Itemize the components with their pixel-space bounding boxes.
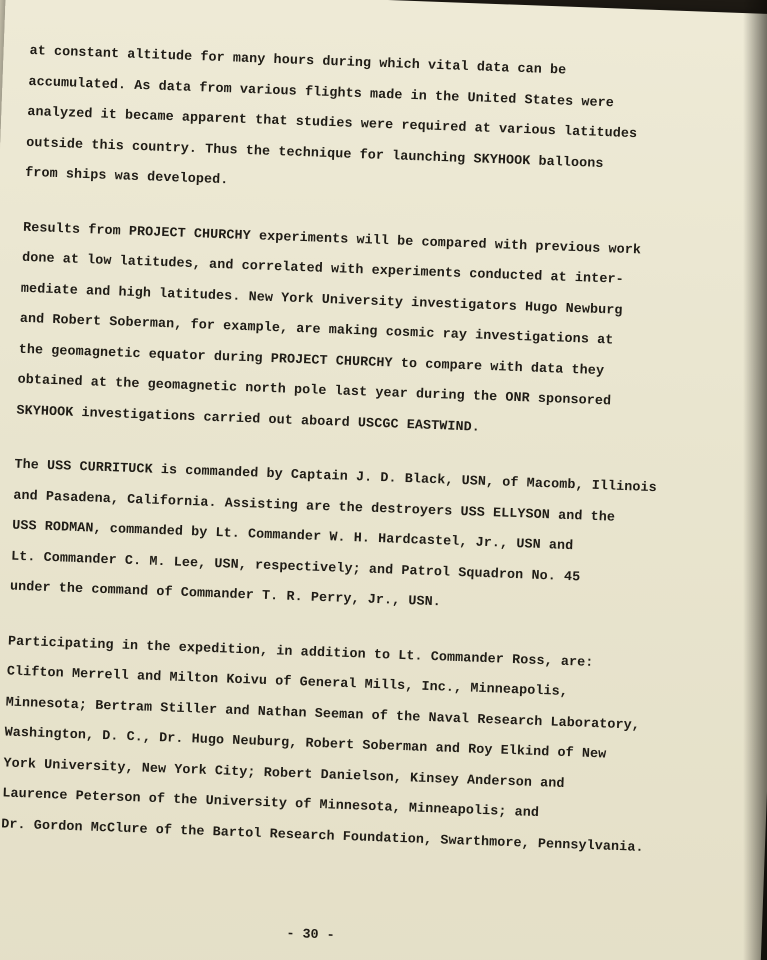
page-body: [0, 37, 730, 890]
text-line: done at low latitudes, and correlated with experiments conducted at inter-: [21, 250, 624, 288]
text-line: outside this country. Thus the technique for launching SKYHOOK balloons: [25, 135, 604, 172]
paragraph-3: [9, 451, 714, 629]
text-line: from ships was developed.: [24, 165, 229, 189]
paragraph-4: [1, 627, 708, 866]
text-line: Clifton Merrell and Milton Koivu of General Mills, Inc., Minneapolis,: [6, 664, 569, 701]
text-line: the geomagnetic equator during PROJECT CHURCHY to compare with data they: [18, 342, 605, 379]
text-line: accumulated. As data from various flights made in the United States were: [28, 74, 615, 111]
text-line: Lt. Commander C. M. Lee, USN, respectively; and Patrol Squadron No. 45: [10, 549, 581, 585]
text-line: Laurence Peterson of the University of Minnesota, Minneapolis; and: [2, 786, 540, 822]
text-line: Participating in the expedition, in addition to Lt. Commander Ross, are:: [7, 634, 594, 671]
text-line: under the command of Commander T. R. Perry, Jr., USN.: [9, 579, 442, 611]
text-line: mediate and high latitudes. New York University investigators Hugo Newburg: [20, 281, 623, 319]
text-line: and Pasadena, California. Assisting are the destroyers USS ELLYSON and the: [13, 488, 616, 526]
page-number: - 30 -: [286, 926, 335, 944]
text-line: Minnesota; Bertram Stiller and Nathan Seeman of the Naval Research Laboratory,: [5, 694, 641, 734]
text-line: York University, New York City; Robert Danielson, Kinsey Anderson and: [3, 755, 565, 792]
text-line: Washington, D. C., Dr. Hugo Neuburg, Robert Soberman and Roy Elkind of New: [4, 725, 607, 763]
text-line: Results from PROJECT CHURCHY experiments will be compared with previous work: [22, 220, 642, 258]
paragraph-1: [25, 37, 730, 215]
text-line: at constant altitude for many hours during which vital data can be: [29, 43, 567, 79]
text-line: The USS CURRITUCK is commanded by Captain J. D. Black, USN, of Macomb, Illinois: [14, 457, 658, 497]
paragraph-2: [16, 213, 723, 452]
text-line: and Robert Soberman, for example, are making cosmic ray investigations at: [19, 311, 614, 349]
text-line: Dr. Gordon McClure of the Bartol Research Foundation, Swarthmore, Pennsylvania.: [1, 816, 644, 856]
right-edge-shadow: [743, 0, 767, 960]
text-line: SKYHOOK investigations carried out aboard USCGC EASTWIND.: [16, 403, 481, 436]
text-line: analyzed it became apparent that studies were required at various latitudes: [27, 104, 638, 143]
text-line: obtained at the geomagnetic north pole last year during the ONR sponsored: [17, 372, 612, 410]
text-line: USS RODMAN, commanded by Lt. Commander W. H. Hardcastel, Jr., USN and: [11, 518, 574, 555]
